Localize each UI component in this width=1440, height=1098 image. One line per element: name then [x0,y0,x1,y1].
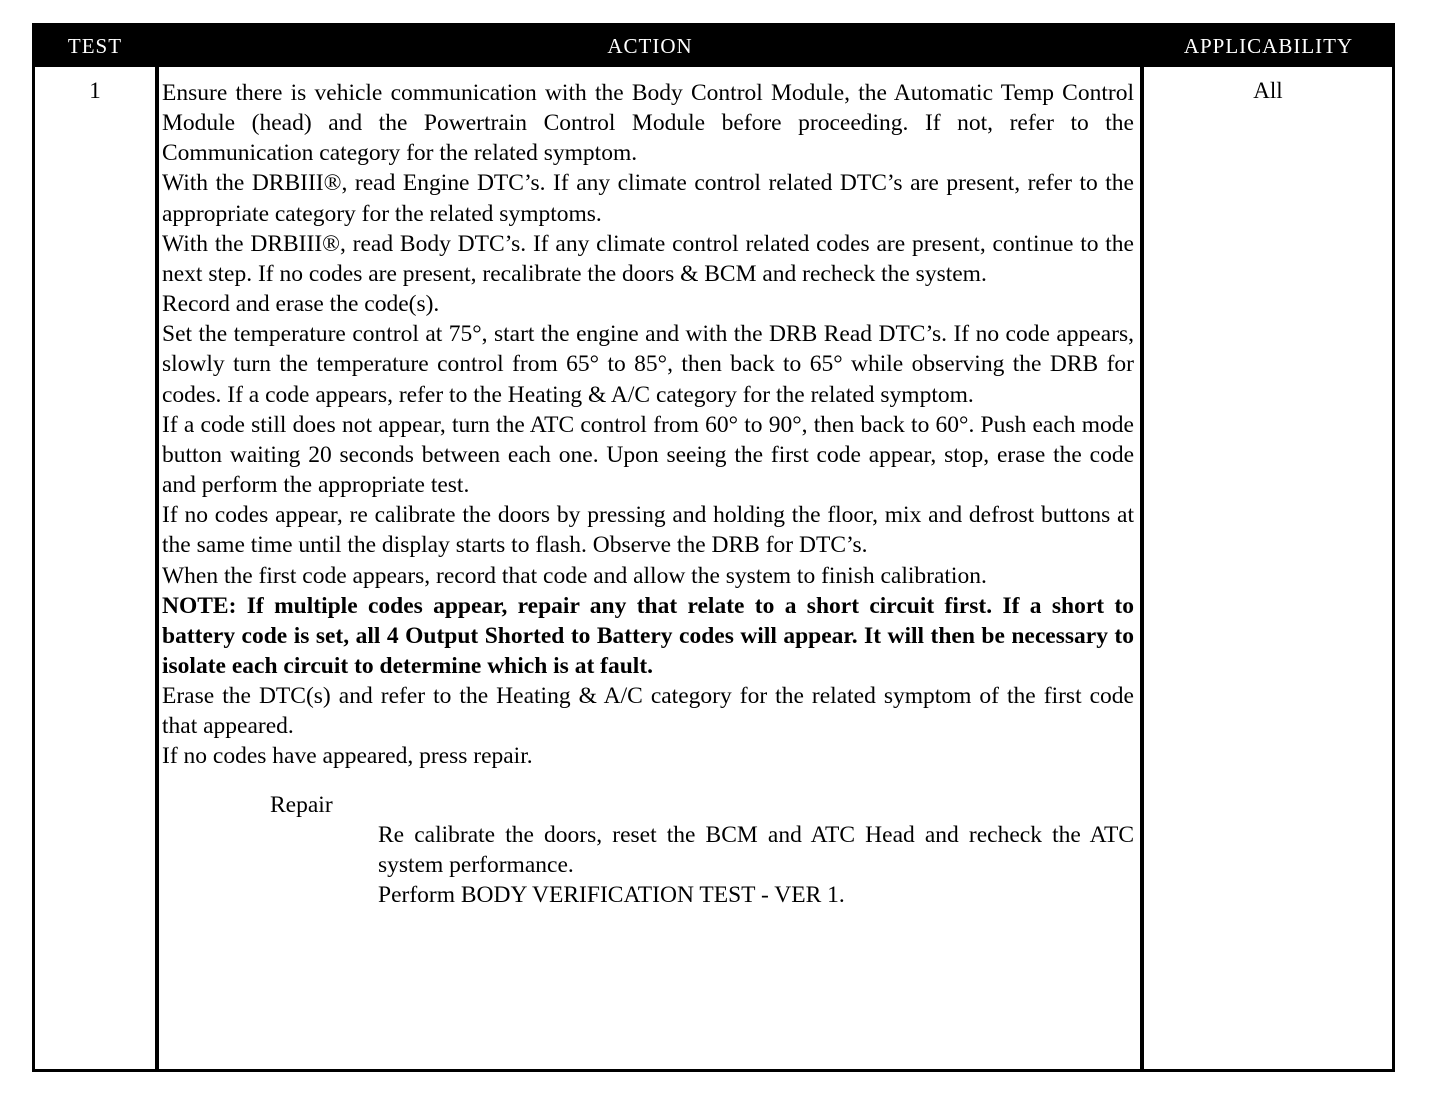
repair-perform: Perform BODY VERIFICATION TEST - VER 1. [378,882,845,909]
action-step: If no codes appear, re calibrate the doors by pressing and holding the floor, mix and defrost buttons at the same time until the display starts to flash. Observe the DRB for DTC’s. [162,502,1134,559]
action-step: Record and erase the code(s). [162,291,440,318]
action-step: If no codes have appeared, press repair. [162,743,533,770]
action-cell [162,78,1134,910]
diagnostic-table [32,23,1395,1072]
action-step: When the first code appears, record that code and allow the system to finish calibration. [162,562,987,589]
test-number: 1 [89,78,101,103]
action-step: Erase the DTC(s) and refer to the Heating & A/C category for the related symptom of the first code that appeared. [162,683,1134,740]
action-step: With the DRBIII®, read Engine DTC’s. If any climate control related DTC’s are present, refer to the appropriate category for the related symptoms. [162,170,1134,227]
action-note: NOTE: If multiple codes appear, repair any that relate to a short circuit first. If a short to battery code is set, all 4 Output Shorted to Battery codes will appear. It will then be necessary to isolate each circuit to determine which is at fault. [162,592,1134,679]
header-applicability: APPLICABILITY [1183,34,1354,58]
repair-label: Repair [270,791,333,818]
header-action: ACTION [607,34,693,58]
applicability-value: All [1253,78,1283,103]
repair-instructions: Re calibrate the doors, reset the BCM and ATC Head and recheck the ATC system performance. [378,821,1134,878]
table-header [35,26,1392,67]
action-step: Set the temperature control at 75°, start the engine and with the DRB Read DTC’s. If no code appears, slowly turn the temperature control from 65° to 85°, then back to 65° while observing the DRB for codes. If a code appears, refer to the Heating & A/C category for the related symptom. [162,321,1134,408]
column-divider-1 [155,67,159,1069]
action-step: If a code still does not appear, turn the ATC control from 60° to 90°, then back to 60°. Push each mode button waiting 20 seconds between each one. Upon seeing the first code appear, stop, erase the code and perform the appropriate test. [162,411,1134,499]
action-step: Ensure there is vehicle communication with the Body Control Module, the Automatic Temp Control Module (head) and the Powertrain Control Module before proceeding. If not, refer to the Communication category for the related symptom. [162,80,1134,167]
column-divider-2 [1140,67,1144,1069]
action-step: With the DRBIII®, read Body DTC’s. If any climate control related codes are present, continue to the next step. If no codes are present, recalibrate the doors & BCM and recheck the system. [162,230,1134,287]
header-test: TEST [67,34,123,58]
